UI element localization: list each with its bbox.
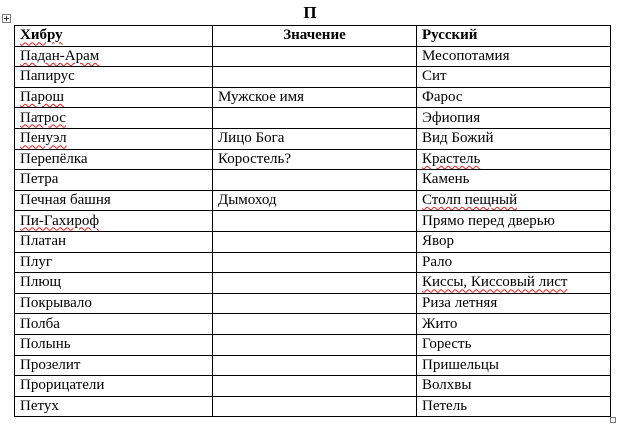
table-row: [15, 396, 611, 417]
cell-meaning[interactable]: Коростель?: [213, 149, 417, 170]
cell-hebrew-text: Патрос: [20, 109, 66, 126]
column-header-hebrew[interactable]: [15, 26, 213, 47]
table-row: [15, 211, 611, 232]
cell-hebrew[interactable]: Покрывало: [15, 293, 213, 314]
cell-hebrew-text: Пенуэл: [20, 130, 67, 147]
cell-russian[interactable]: Вид Божий: [417, 128, 611, 149]
cell-hebrew[interactable]: Петра: [15, 170, 213, 191]
cell-meaning[interactable]: Мужское имя: [213, 87, 417, 108]
cell-hebrew[interactable]: [15, 87, 213, 108]
cell-meaning[interactable]: [213, 334, 417, 355]
cell-meaning[interactable]: [213, 293, 417, 314]
cell-hebrew[interactable]: Печная башня: [15, 190, 213, 211]
cell-meaning[interactable]: [213, 273, 417, 294]
cell-meaning[interactable]: [213, 396, 417, 417]
cell-russian[interactable]: Горесть: [417, 334, 611, 355]
cell-russian[interactable]: Камень: [417, 170, 611, 191]
table-row: [15, 170, 611, 191]
cell-hebrew-text: Парош: [20, 89, 65, 106]
cell-meaning[interactable]: [213, 211, 417, 232]
cell-russian-text: Крастель: [422, 150, 481, 167]
table-row: [15, 128, 611, 149]
cell-russian[interactable]: Эфиопия: [417, 108, 611, 129]
cell-russian[interactable]: Риза летняя: [417, 293, 611, 314]
cell-russian[interactable]: Пришельцы: [417, 355, 611, 376]
cell-hebrew[interactable]: [15, 128, 213, 149]
table-row: [15, 190, 611, 211]
table-resize-handle-icon[interactable]: [610, 417, 616, 423]
table-row: [15, 334, 611, 355]
cell-hebrew[interactable]: Прорицатели: [15, 376, 213, 397]
cell-hebrew[interactable]: Платан: [15, 231, 213, 252]
cell-meaning[interactable]: [213, 108, 417, 129]
cell-russian[interactable]: [417, 190, 611, 211]
cell-meaning[interactable]: [213, 231, 417, 252]
table-header-row: [15, 26, 611, 47]
cell-hebrew[interactable]: Петух: [15, 396, 213, 417]
cell-russian[interactable]: Жито: [417, 314, 611, 335]
cell-russian-text: Киссы, Киссовый лист: [422, 274, 568, 291]
section-heading: П: [303, 3, 317, 22]
cell-russian[interactable]: Прямо перед дверью: [417, 211, 611, 232]
cell-meaning[interactable]: [213, 46, 417, 67]
cell-russian[interactable]: [417, 149, 611, 170]
table-row: [15, 252, 611, 273]
table-row: [15, 149, 611, 170]
cell-russian[interactable]: Месопотамия: [417, 46, 611, 67]
cell-russian[interactable]: Явор: [417, 231, 611, 252]
cell-hebrew[interactable]: Перепёлка: [15, 149, 213, 170]
cell-hebrew[interactable]: Плющ: [15, 273, 213, 294]
column-header-hebrew-label: Хибру: [20, 27, 63, 44]
cell-russian[interactable]: Волхвы: [417, 376, 611, 397]
cell-meaning[interactable]: [213, 252, 417, 273]
table-row: [15, 314, 611, 335]
table-row: [15, 293, 611, 314]
cell-meaning[interactable]: [213, 67, 417, 88]
column-header-russian[interactable]: Русский: [417, 26, 611, 47]
table-move-handle-icon[interactable]: [2, 14, 11, 23]
cell-hebrew[interactable]: [15, 108, 213, 129]
cell-hebrew[interactable]: Папирус: [15, 67, 213, 88]
table-row: [15, 108, 611, 129]
cell-russian-text: Столп пещный: [422, 192, 518, 209]
cell-russian[interactable]: Петель: [417, 396, 611, 417]
table-row: [15, 273, 611, 294]
cell-meaning[interactable]: [213, 170, 417, 191]
cell-hebrew[interactable]: [15, 46, 213, 67]
column-header-meaning[interactable]: Значение: [213, 26, 417, 47]
cell-hebrew[interactable]: Полынь: [15, 334, 213, 355]
cell-russian[interactable]: Рало: [417, 252, 611, 273]
cell-hebrew[interactable]: Плуг: [15, 252, 213, 273]
cell-hebrew[interactable]: [15, 211, 213, 232]
cell-hebrew[interactable]: Полба: [15, 314, 213, 335]
cell-hebrew[interactable]: Прозелит: [15, 355, 213, 376]
table-row: [15, 67, 611, 88]
table-row: [15, 46, 611, 67]
cell-meaning[interactable]: [213, 355, 417, 376]
cell-hebrew-text: Пи-Гахироф: [20, 212, 100, 229]
cell-meaning[interactable]: Дымоход: [213, 190, 417, 211]
cell-hebrew-text: Падан-Арам: [20, 47, 100, 64]
dictionary-table: [14, 25, 611, 417]
table-row: [15, 231, 611, 252]
table-row: [15, 355, 611, 376]
table-row: [15, 376, 611, 397]
cell-meaning[interactable]: Лицо Бога: [213, 128, 417, 149]
cell-russian[interactable]: Фарос: [417, 87, 611, 108]
cell-russian[interactable]: [417, 273, 611, 294]
cell-meaning[interactable]: [213, 376, 417, 397]
cell-meaning[interactable]: [213, 314, 417, 335]
cell-russian[interactable]: Сит: [417, 67, 611, 88]
table-row: [15, 87, 611, 108]
